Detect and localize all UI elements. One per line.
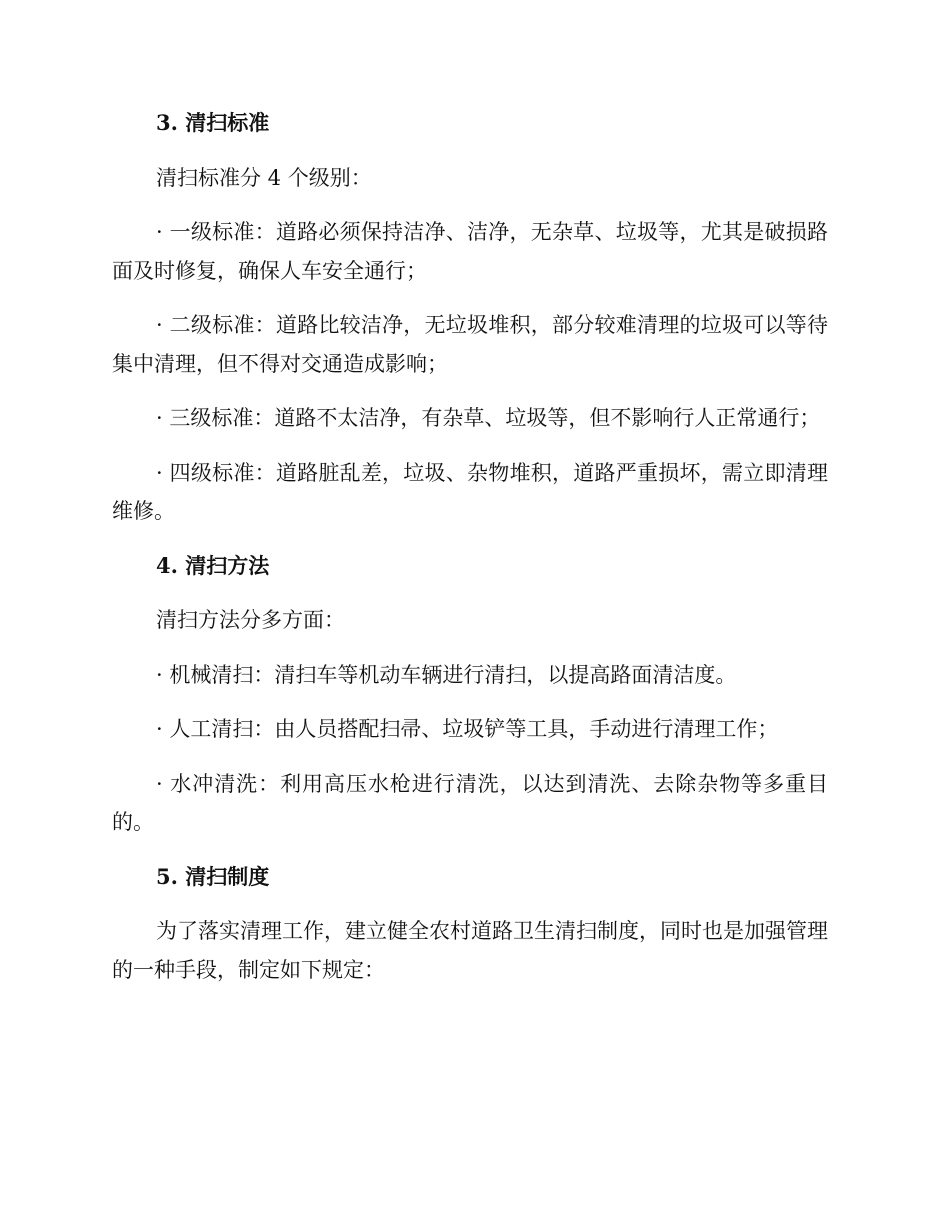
paragraph: 为了落实清理工作，建立健全农村道路卫生清扫制度，同时也是加强管理的一种手段，制定如下规定： (112, 919, 828, 982)
section-heading: 5. 清扫制度 (156, 863, 270, 889)
section-cleaning-methods (112, 547, 828, 842)
paragraph: 清扫标准分 4 个级别： (156, 165, 372, 190)
list-item: · 人工清扫：由人员搭配扫帚、垃圾铲等工具，手动进行清理工作； (156, 717, 779, 741)
list-item: · 二级标准：道路比较洁净，无垃圾堆积，部分较难清理的垃圾可以等待集中清理，但不得对交通造成影响； (112, 313, 828, 376)
section-cleaning-system (112, 858, 828, 990)
list-item: · 机械清扫：清扫车等机动车辆进行清扫，以提高路面清洁度。 (156, 662, 737, 687)
list-item: · 一级标准：道路必须保持洁净、洁净，无杂草、垃圾等，尤其是破损路面及时修复，确保人车安全通行； (112, 220, 828, 283)
section-cleaning-standards (112, 104, 828, 531)
paragraph: 清扫方法分多方面： (156, 608, 345, 632)
list-item: · 水冲清洗：利用高压水枪进行清洗，以达到清洗、去除杂物等多重目的。 (112, 771, 828, 834)
document-body (112, 104, 828, 1005)
section-heading: 3. 清扫标准 (156, 110, 270, 135)
section-heading: 4. 清扫方法 (156, 552, 270, 578)
list-item: · 三级标准：道路不太洁净，有杂草、垃圾等，但不影响行人正常通行； (156, 406, 821, 430)
list-item: · 四级标准：道路脏乱差，垃圾、杂物堆积，道路严重损坏，需立即清理维修。 (112, 460, 828, 523)
